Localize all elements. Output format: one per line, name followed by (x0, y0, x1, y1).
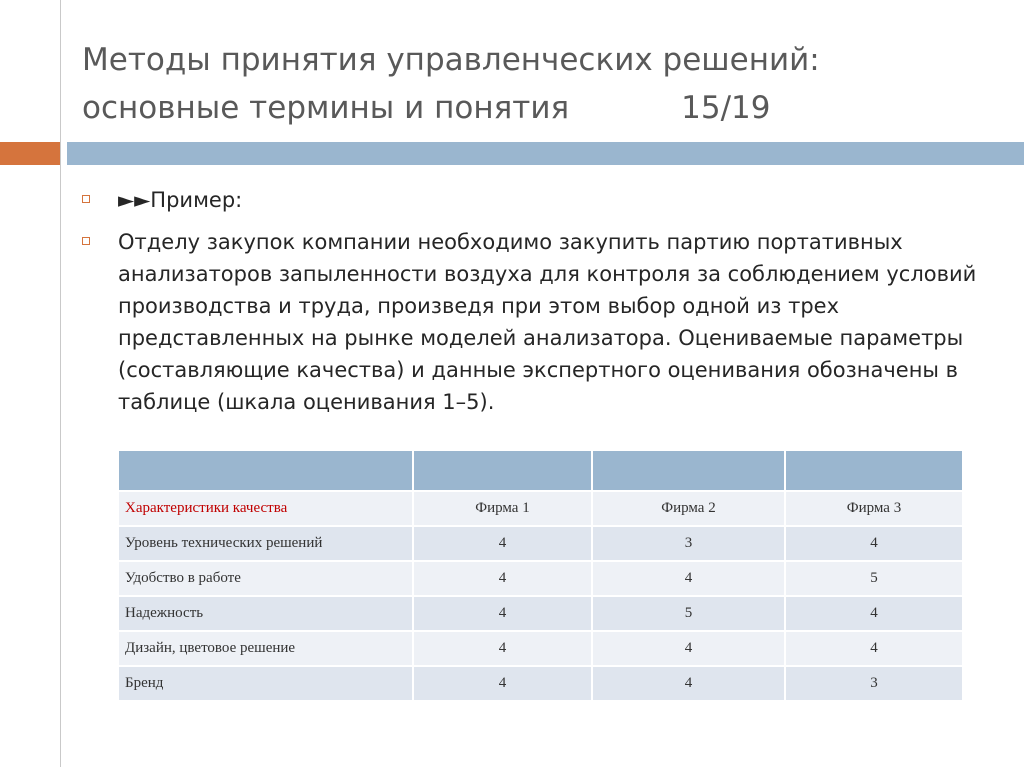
accent-band-orange (0, 142, 60, 165)
slide-number: 15/19 (681, 90, 771, 126)
score-cell: 4 (593, 562, 784, 595)
square-bullet-icon (82, 195, 90, 203)
score-cell: 4 (593, 667, 784, 700)
score-cell: 3 (786, 667, 962, 700)
table-header-blank (414, 451, 591, 490)
score-cell: 5 (593, 597, 784, 630)
score-cell: 4 (593, 632, 784, 665)
row-label: Надежность (119, 597, 412, 630)
score-cell: 4 (786, 597, 962, 630)
score-cell: 5 (786, 562, 962, 595)
row-label: Дизайн, цветовое решение (119, 632, 412, 665)
column-header-firm-3: Фирма 3 (786, 492, 962, 525)
table-top-band (119, 451, 962, 490)
column-header-characteristic: Характеристики качества (119, 492, 412, 525)
evaluation-table (117, 449, 964, 702)
table-row (119, 632, 962, 665)
title-line-2 (82, 84, 982, 132)
bullet-text: Отделу закупок компании необходимо закупить партию портативных анализаторов запыленности воздуха для контроля за соблюдением условий производства и труда, произведя при этом выбор одной из трех представленных на рынке моделей анализатора. Оцениваемые параметры (составляющие качества) и данные экспертного оценивания обозначены в таблице (шкала оценивания 1–5). (118, 230, 977, 414)
score-cell: 4 (414, 562, 591, 595)
score-cell: 3 (593, 527, 784, 560)
column-header-firm-1: Фирма 1 (414, 492, 591, 525)
bullet-item (82, 226, 982, 418)
table-header-blank (119, 451, 412, 490)
table-row (119, 562, 962, 595)
table-row (119, 597, 962, 630)
score-cell: 4 (414, 667, 591, 700)
score-cell: 4 (414, 597, 591, 630)
column-header-firm-2: Фирма 2 (593, 492, 784, 525)
table-header-blank (593, 451, 784, 490)
vertical-frame-line (60, 0, 61, 767)
square-bullet-icon (82, 237, 90, 245)
table-column-labels (119, 492, 962, 525)
slide-title (82, 36, 982, 132)
score-cell: 4 (414, 632, 591, 665)
row-label: Уровень технических решений (119, 527, 412, 560)
bullet-item (82, 184, 982, 216)
title-line-1: Методы принятия управленческих решений: (82, 42, 820, 78)
score-cell: 4 (414, 527, 591, 560)
table-header-blank (786, 451, 962, 490)
score-cell: 4 (786, 632, 962, 665)
bullet-list (82, 184, 982, 418)
table-row (119, 667, 962, 700)
row-label: Бренд (119, 667, 412, 700)
bullet-text: ►►Пример: (118, 188, 243, 212)
accent-band-blue (67, 142, 1024, 165)
title-text-2: основные термины и понятия (82, 90, 570, 126)
table-row (119, 527, 962, 560)
score-cell: 4 (786, 527, 962, 560)
row-label: Удобство в работе (119, 562, 412, 595)
